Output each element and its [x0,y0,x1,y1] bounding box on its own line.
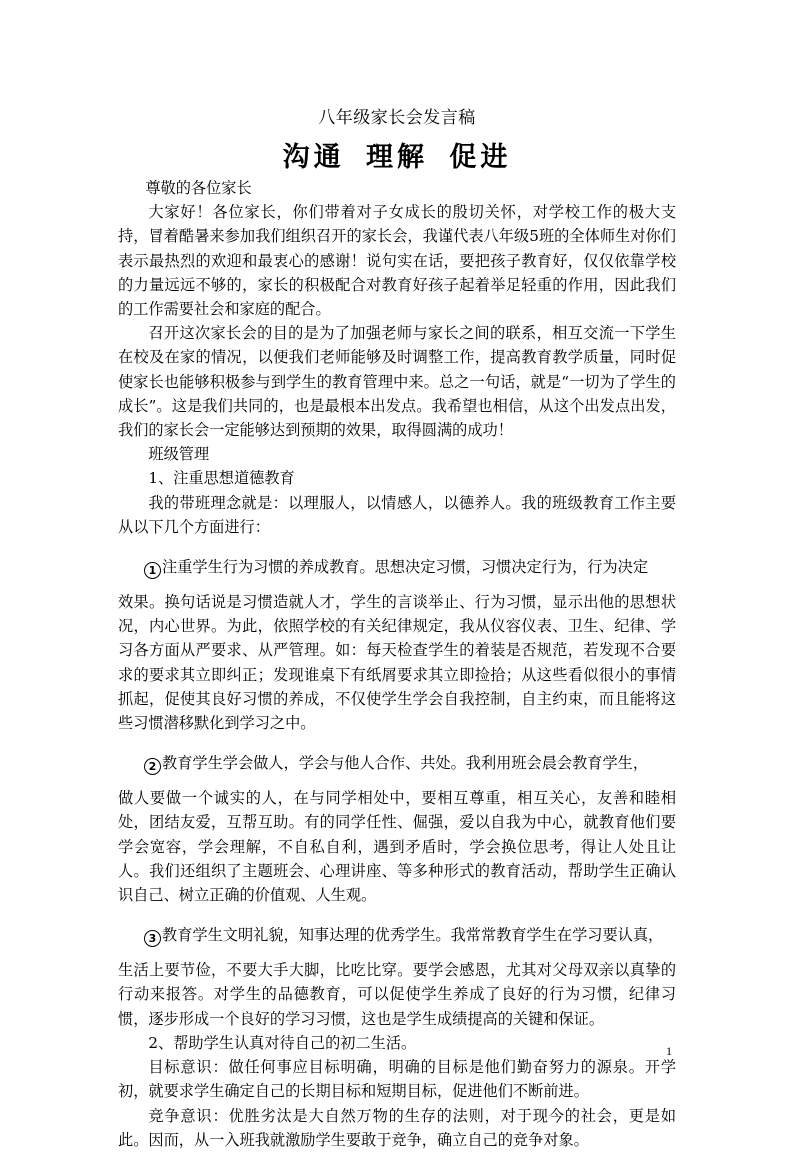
document-body [118,176,676,1152]
list-item-2-lead-text: 教育学生学会做人，学会与他人合作、共处。我利用班会晨会教育学生， [162,754,648,773]
salutation: 尊敬的各位家长 [145,179,252,197]
list-item-3 [118,920,676,1031]
paragraph-greeting: 大家好！各位家长，你们带着对子女成长的殷切关怀，对学校工作的极大支持，冒着酷暑来参加我们组织召开的家长会，我谨代表八年级5班的全体师生对你们表示最热烈的欢迎和最衷心的感谢！说句实在话，要把孩子教育好，仅仅依靠学校的力量远远不够的，家长的积极配合对教育好孩子起着举足轻重的作用，因此我们的工作需要社会和家庭的配合。 [118,203,676,319]
list-item-3-body: 生活上要节俭，不要大手大脚，比吃比穿。要学会感恩，尤其对父母双亲以真挚的行动来报答。对学生的品德教育，可以促使学生养成了良好的行为习惯，纪律习惯，逐步形成一个良好的学习习惯，这也是学生成绩提高的关键和保证。 [118,961,676,1028]
list-item-1-lead-text: 注重学生行为习惯的养成教育。思想决定习惯，习惯决定行为，行为决定 [162,558,648,577]
paragraph-competition-awareness: 竞争意识：优胜劣汰是大自然万物的生存的法则，对于现今的社会，更是如此。因而，从一入班我就激励学生要敢于竞争，确立自己的竞争对象。 [118,1106,676,1149]
subheading-moral-education: 1、注重思想道德教育 [148,469,295,488]
page-number: 1 [666,1044,672,1058]
subheading-grade-eight-life: 2、帮助学生认真对待自己的初二生活。 [148,1033,417,1052]
paragraph-goal-awareness: 目标意识：做任何事应目标明确，明确的目标是他们勤奋努力的源泉。开学初，就要求学生确定自己的长期目标和短期目标，促进他们不断前进。 [118,1058,676,1101]
section-heading-class-management: 班级管理 [148,445,210,464]
circled-number-3-icon: 3 [144,930,161,947]
document-subtitle: 八年级家长会发言稿 [318,108,476,128]
paragraph-purpose: 召开这次家长会的目的是为了加强老师与家长之间的联系，相互交流一下学生在校及在家的情况，以便我们老师能够及时调整工作，提高教育教学质量，同时促使家长也能够积极参与到学生的教育管理中来。总之一句话，就是“一切为了学生的成长”。这是我们共同的，也是最根本出发点。我希望也相信，从这个出发点出发，我们的家长会一定能够达到预期的效果，取得圆满的成功！ [118,324,676,440]
list-item-1 [118,552,676,735]
list-item-1-body: 效果。换句话说是习惯造就人才，学生的言谈举止、行为习惯，显示出他的思想状况，内心世界。为此，依照学校的有关纪律规定，我从仪容仪表、卫生、纪律、学习各方面从严要求、从严管理。如：每天检查学生的着装是否规范，若发现不合要求的要求其立即纠正；发现谁桌下有纸屑要求其立即捡拾；从这些看似很小的事情抓起，促使其良好习惯的养成，不仅使学生学会自我控制，自主约束，而且能将这些习惯潜移默化到学习之中。 [118,593,676,733]
paragraph-philosophy: 我的带班理念就是：以理服人，以情感人，以德养人。我的班级教育工作主要从以下几个方面进行： [118,493,676,536]
document-title: 沟通 理解 促进 [282,142,512,173]
circled-number-2-icon: 2 [144,758,161,775]
list-item-2 [118,748,676,907]
list-item-1-lead [118,552,676,582]
list-item-2-lead [118,748,676,778]
list-item-2-body: 做人要做一个诚实的人，在与同学相处中，要相互尊重，相互关心，友善和睦相处，团结友爱，互帮互助。有的同学任性、倔强，爱以自我为中心，就教育他们要学会宽容，学会理解，不自私自利，遇到矛盾时，学会换位思考，得让人处且让人。我们还组织了主题班会、心理讲座、等多种形式的教育活动，帮助学生正确认识自己、树立正确的价值观、人生观。 [118,789,676,905]
list-item-3-lead-text: 教育学生文明礼貌，知事达理的优秀学生。我常常教育学生在学习要认真， [162,926,664,945]
list-item-3-lead [118,920,676,950]
circled-number-1-icon: 1 [144,562,161,579]
